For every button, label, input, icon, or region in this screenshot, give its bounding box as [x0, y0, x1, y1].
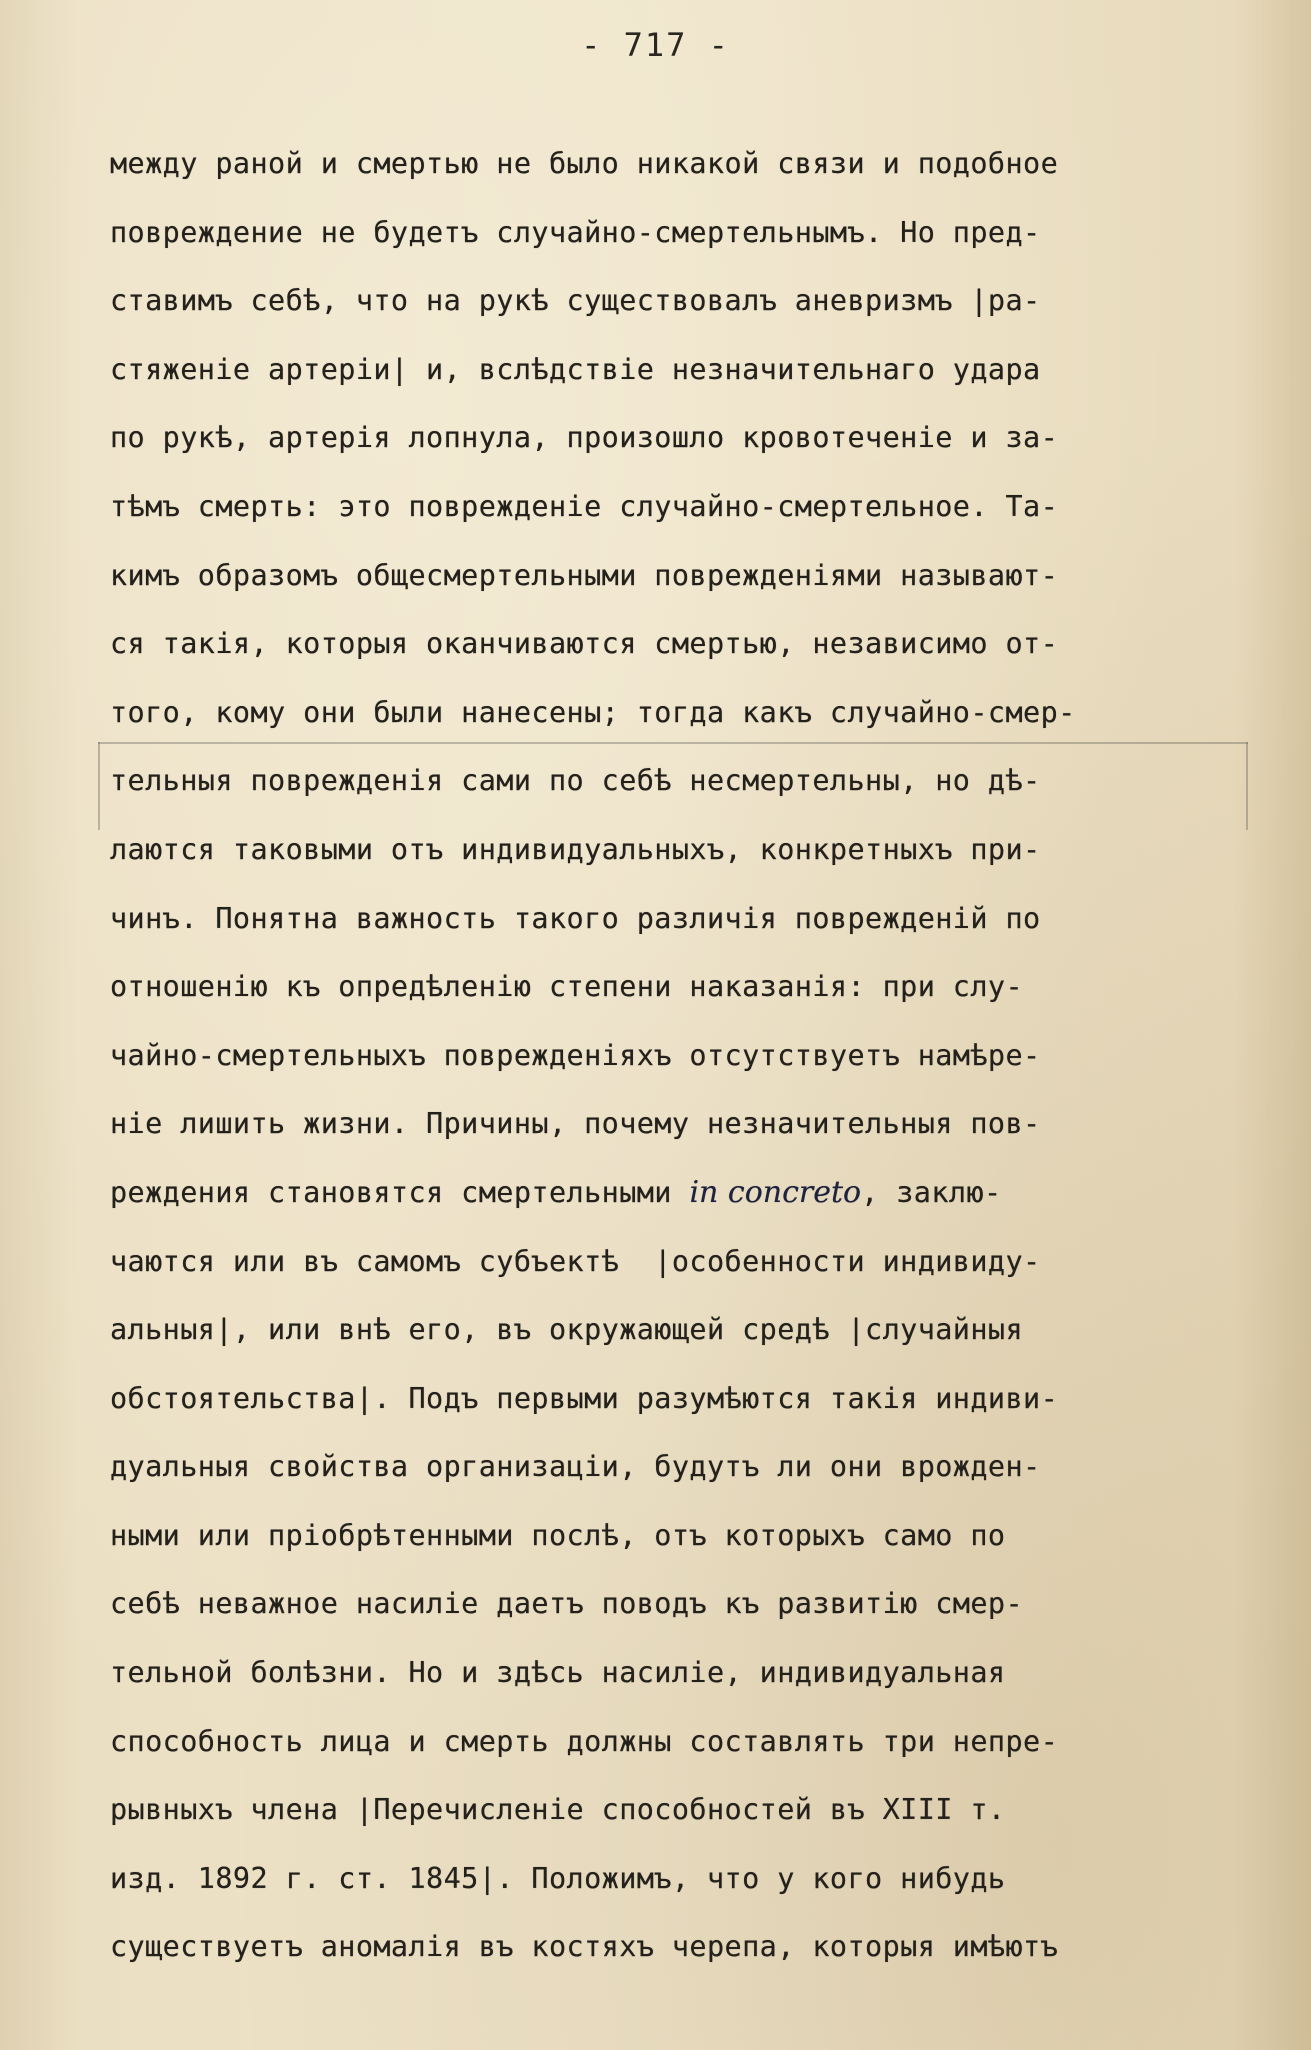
- text-line: рывныхъ члена |Перечисленіе способностей въ XIII т.: [110, 1793, 1006, 1827]
- text-line-with-handwriting: [110, 1159, 1240, 1228]
- pencil-mark: [98, 742, 100, 830]
- line-segment: , заклю-: [861, 1175, 1002, 1209]
- text-line: между раной и смертью не было никакой связи и подобное: [110, 147, 1059, 180]
- handwritten-annotation: in concreto: [689, 1174, 862, 1210]
- text-line: тѣмъ смерть: это поврежденіе случайно-смертельное. Та-: [110, 489, 1059, 523]
- text-line: обстоятельства|. Подъ первыми разумѣются такія индиви-: [110, 1381, 1059, 1415]
- text-line: альныя|, или внѣ его, въ окружающей средѣ |случайныя: [110, 1313, 1024, 1347]
- text-line: чаются или въ самомъ субъектѣ |особенности индивиду-: [110, 1244, 1041, 1278]
- pencil-mark: [1246, 742, 1248, 830]
- text-line: чайно-смертельныхъ поврежденіяхъ отсутствуетъ намѣре-: [110, 1038, 1041, 1072]
- text-line: существуетъ аномалія въ костяхъ черепа, которыя имѣютъ: [110, 1930, 1059, 1964]
- line-segment: реждения становятся смертельными: [110, 1175, 690, 1209]
- text-line: ніе лишить жизни. Причины, почему незначительныя пов-: [110, 1107, 1041, 1141]
- text-line: отношенію къ опредѣленію степени наказанія: при слу-: [110, 970, 1024, 1004]
- text-body: [110, 130, 1240, 1982]
- text-line: ся такія, которыя оканчиваются смертью, независимо от-: [110, 627, 1059, 661]
- text-line: дуальныя свойства организаціи, будутъ ли они врожден-: [110, 1450, 1041, 1484]
- text-line: чинъ. Понятна важность такого различія поврежденій по: [110, 901, 1041, 935]
- text-line: тельныя поврежденія сами по себѣ несмертельны, но дѣ-: [110, 764, 1041, 798]
- text-line: ными или пріобрѣтенными послѣ, отъ которыхъ само по: [110, 1518, 1006, 1552]
- text-line: тельной болѣзни. Но и здѣсь насиліе, индивидуальная: [110, 1656, 1006, 1690]
- text-line: способность лица и смерть должны составлять три непре-: [110, 1724, 1059, 1758]
- text-line: по рукѣ, артерія лопнула, произошло кровотеченіе и за-: [110, 421, 1059, 455]
- text-line: кимъ образомъ общесмертельными поврежденіями называют-: [110, 558, 1059, 592]
- text-line: того, кому они были нанесены; тогда какъ случайно-смер-: [110, 695, 1076, 729]
- text-line: стяженіе артеріи| и, вслѣдствіе незначительнаго удара: [110, 352, 1041, 386]
- text-line: ставимъ себѣ, что на рукѣ существовалъ аневризмъ |ра-: [110, 284, 1041, 318]
- page-number: - 717 -: [581, 26, 730, 64]
- text-line: повреждение не будетъ случайно-смертельнымъ. Но пред-: [110, 215, 1041, 249]
- text-line: себѣ неважное насиліе даетъ поводъ къ развитію смер-: [110, 1587, 1024, 1621]
- text-line: лаются таковыми отъ индивидуальныхъ, конкретныхъ при-: [110, 832, 1041, 866]
- text-line: изд. 1892 г. ст. 1845|. Положимъ, что у кого нибудь: [110, 1861, 1006, 1895]
